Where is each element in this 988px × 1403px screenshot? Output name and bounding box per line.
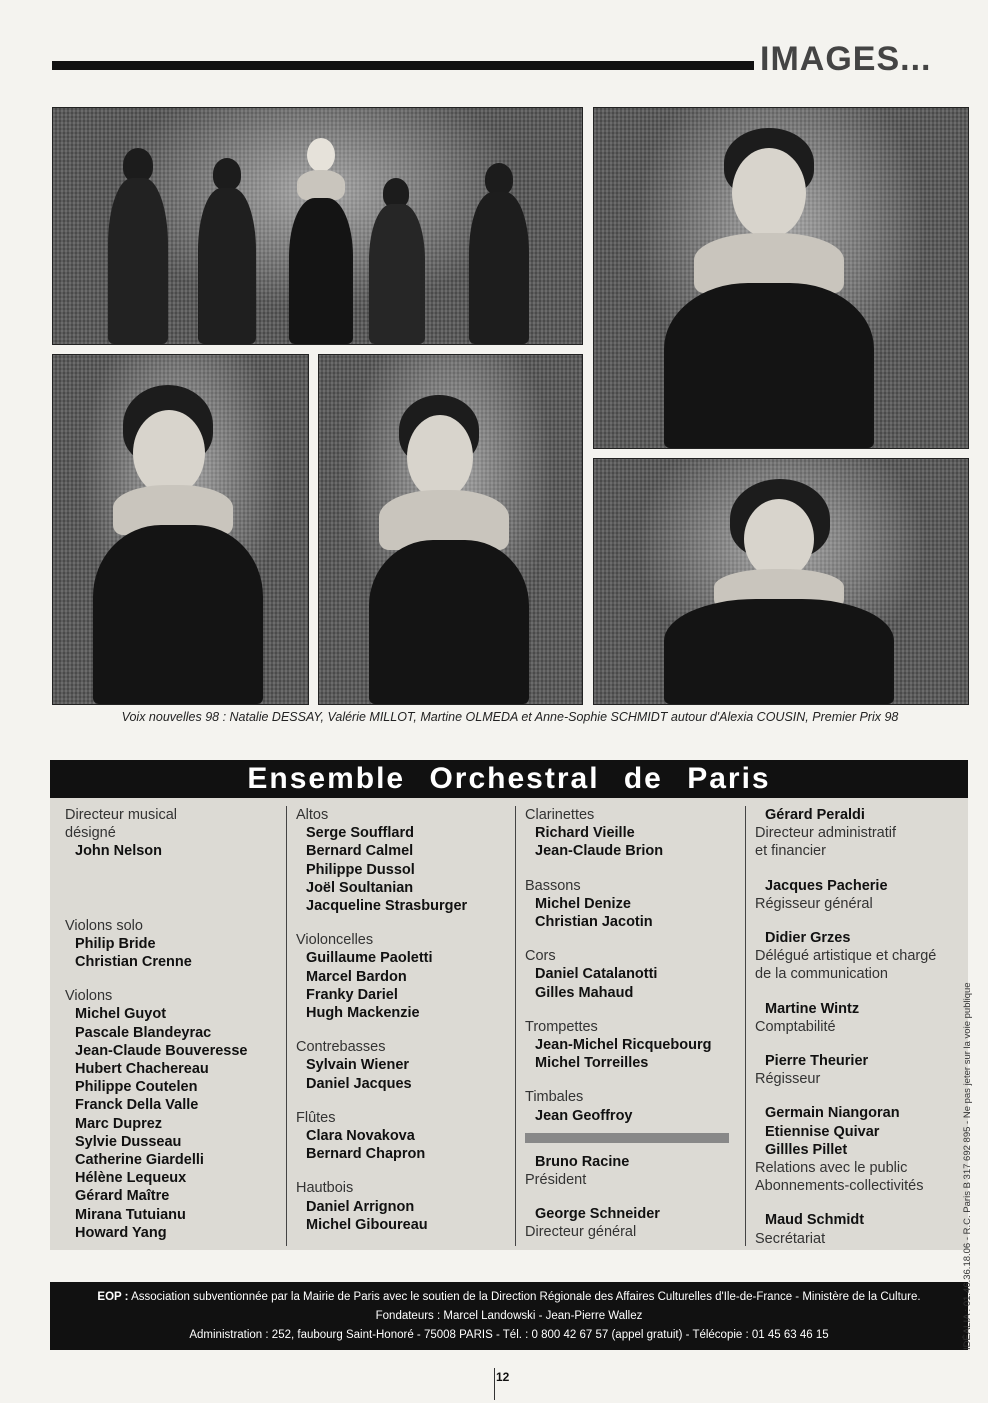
section-label: Contrebasses	[296, 1039, 386, 1056]
staff-name: Jacques Pacherie	[765, 877, 888, 894]
footer-eop: EOP :	[97, 1291, 129, 1303]
role-label: Comptabilité	[755, 1018, 836, 1035]
musician-name: Daniel Catalanotti	[535, 966, 658, 983]
section-label: Violoncelles	[296, 932, 374, 949]
staff-name: Maud Schmidt	[765, 1212, 865, 1229]
musician-name: Christian Jacotin	[535, 914, 653, 931]
photo-group-stage	[52, 107, 583, 345]
column-divider	[745, 806, 746, 1246]
musician-name: Gilles Mahaud	[535, 984, 634, 1001]
role-label: Secrétariat	[755, 1230, 826, 1247]
staff-name: Bruno Racine	[535, 1153, 630, 1170]
staff-name: Didier Grzes	[765, 930, 851, 947]
printer-side-text: IDÉALIA : 01.46.36.18.06 - R.C. Paris B 317 692 895 - Ne pas jeter sur la voie publique	[962, 982, 973, 1350]
section-label: Bassons	[525, 877, 581, 894]
musician-name: Hélène Lequeux	[75, 1170, 187, 1187]
roster-column-3	[525, 806, 750, 1242]
musician-name: Hubert Chachereau	[75, 1061, 209, 1078]
role-label: Régisseur général	[755, 895, 873, 912]
section-label: Cors	[525, 948, 556, 965]
section-label: Hautbois	[296, 1180, 354, 1197]
musician-name: Christian Crenne	[75, 954, 192, 971]
musician-name: Jean-Claude Brion	[535, 843, 664, 860]
photo-singer-left	[52, 354, 309, 705]
header-rule	[52, 61, 754, 70]
section-label: Altos	[296, 807, 329, 823]
column-divider	[286, 806, 287, 1246]
musician-name: Guillaume Paoletti	[306, 950, 433, 967]
musician-name: Jacqueline Strasburger	[306, 898, 468, 915]
staff-name: Pierre Theurier	[765, 1053, 869, 1070]
musician-name: Joël Soultanian	[306, 879, 414, 896]
musician-name: Franck Della Valle	[75, 1097, 199, 1114]
roster-column-1	[65, 806, 285, 1242]
musician-name: Gérard Maître	[75, 1188, 170, 1205]
role-label: de la communication	[755, 966, 888, 983]
musician-name: Bernard Calmel	[306, 843, 414, 860]
musician-name: Sylvain Wiener	[306, 1057, 410, 1074]
footer-line-3: Administration : 252, faubourg Saint-Honoré - 75008 PARIS - Tél. : 0 800 42 67 57 (appel gratuit) - Télécopie : 01 45 63 46 15	[189, 1329, 829, 1341]
page-number: 12	[496, 1370, 510, 1384]
roster-column-4	[755, 806, 965, 1248]
section-label: Clarinettes	[525, 807, 595, 823]
musician-name: Howard Yang	[75, 1224, 167, 1241]
staff-name: Germain Niangoran	[765, 1105, 900, 1122]
musician-name: Jean-Claude Bouveresse	[75, 1042, 248, 1059]
role-label: Régisseur	[755, 1071, 821, 1088]
staff-name: Gillles Pillet	[765, 1141, 848, 1158]
photo-caption: Voix nouvelles 98 : Natalie DESSAY, Valérie MILLOT, Martine OLMEDA et Anne-Sophie SCHMIDT autour d'Alexia COUSIN, Premier Prix 98	[121, 710, 899, 724]
role-label: Relations avec le public	[755, 1160, 908, 1177]
footer-line-1	[50, 1288, 968, 1307]
musician-name: Serge Soufflard	[306, 825, 414, 842]
staff-name: Etiennise Quivar	[765, 1123, 880, 1140]
footer-association-text: Association subventionnée par la Mairie de Paris avec le soutien de la Direction Régionale des Affaires Culturelles d'Ile-de-France - Ministère de la Culture.	[131, 1291, 921, 1303]
role-label: Directeur général	[525, 1224, 637, 1241]
musician-name: Michel Torreilles	[535, 1055, 649, 1072]
role-label: désigné	[65, 825, 116, 842]
staff-name: Gérard Peraldi	[765, 807, 865, 823]
ensemble-title-band	[50, 760, 968, 798]
musician-name: Richard Vieille	[535, 825, 635, 842]
musician-name: Clara Novakova	[306, 1128, 415, 1145]
photo-singer-right-bottom	[593, 458, 969, 705]
musician-name: Mirana Tutuianu	[75, 1206, 186, 1223]
ensemble-title: Ensemble Orchestral de Paris	[247, 762, 771, 795]
musician-name: Michel Giboureau	[306, 1216, 428, 1233]
musician-name: Hugh Mackenzie	[306, 1005, 420, 1022]
musician-name: Jean-Michel Ricquebourg	[535, 1037, 712, 1054]
section-label: Violons	[65, 988, 113, 1005]
section-title: IMAGES...	[760, 40, 932, 78]
musician-name: Bernard Chapron	[306, 1146, 426, 1163]
musician-name: Daniel Arrignon	[306, 1198, 415, 1215]
role-label: Directeur administratif	[755, 825, 897, 842]
musician-name: John Nelson	[75, 843, 163, 860]
musician-name: Philippe Coutelen	[75, 1079, 198, 1096]
section-label: Trompettes	[525, 1018, 598, 1035]
musician-name: Pascale Blandeyrac	[75, 1024, 212, 1041]
role-label: Directeur musical	[65, 807, 177, 823]
footer-band	[50, 1282, 968, 1350]
divider-bar	[525, 1133, 729, 1143]
musician-name: Philip Bride	[75, 935, 156, 952]
musician-name: Catherine Giardelli	[75, 1152, 204, 1169]
musician-name: Marcel Bardon	[306, 968, 407, 985]
musician-name: Jean Geoffroy	[535, 1107, 633, 1124]
orchestra-roster	[50, 798, 968, 1250]
staff-name: Martine Wintz	[765, 1000, 860, 1017]
section-label: Violons solo	[65, 917, 143, 934]
musician-name: Marc Duprez	[75, 1115, 163, 1132]
musician-name: Michel Denize	[535, 895, 631, 912]
role-label: Abonnements-collectivités	[755, 1178, 924, 1195]
photo-singer-right-top	[593, 107, 969, 449]
section-label: Timbales	[525, 1089, 584, 1106]
roster-column-2	[296, 806, 516, 1234]
footer-line-2: Fondateurs : Marcel Landowski - Jean-Pierre Wallez	[375, 1310, 643, 1322]
staff-name: George Schneider	[535, 1206, 660, 1223]
musician-name: Philippe Dussol	[306, 861, 415, 878]
role-label: Délégué artistique et chargé	[755, 948, 937, 965]
section-label: Flûtes	[296, 1109, 336, 1126]
musician-name: Michel Guyot	[75, 1006, 167, 1023]
musician-name: Daniel Jacques	[306, 1075, 412, 1092]
page-number-rule	[494, 1368, 495, 1400]
photo-singer-center	[318, 354, 583, 705]
musician-name: Sylvie Dusseau	[75, 1133, 182, 1150]
musician-name: Franky Dariel	[306, 986, 398, 1003]
column-divider	[515, 806, 516, 1246]
role-label: et financier	[755, 843, 826, 860]
role-label: Président	[525, 1172, 587, 1189]
